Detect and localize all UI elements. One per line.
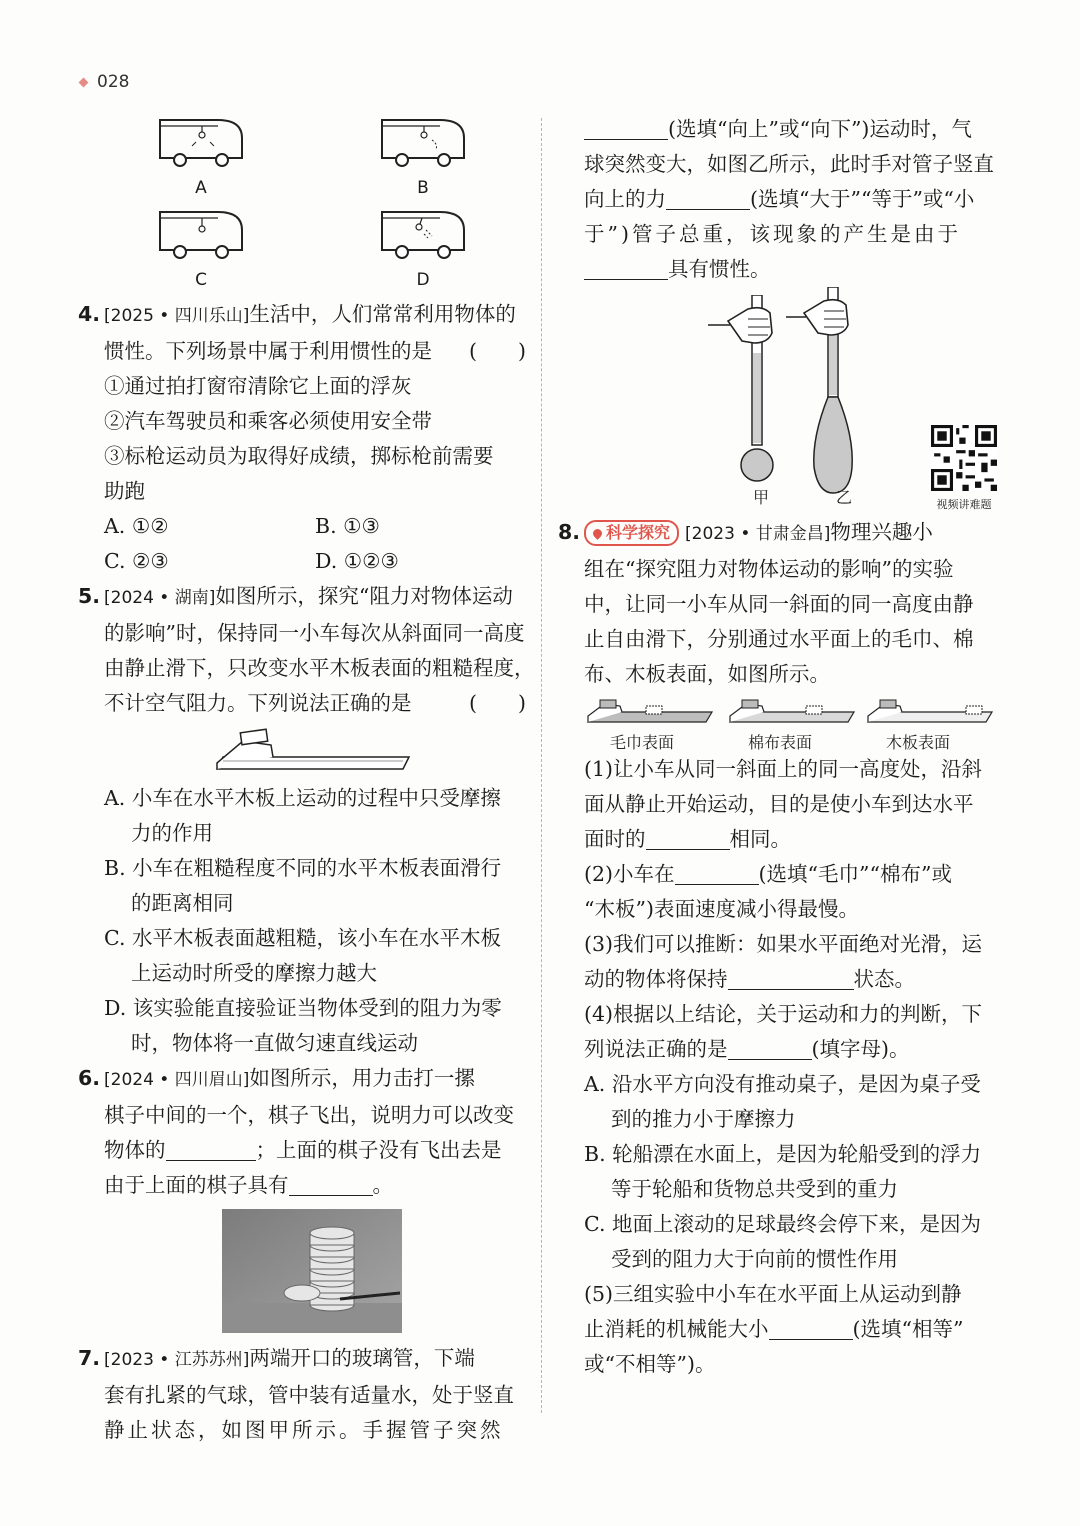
item: ①通过拍打窗帘清除它上面的浮灰 bbox=[104, 374, 412, 398]
question-text: 或“不相等”)。 bbox=[584, 1352, 716, 1376]
answer-blank[interactable] bbox=[584, 117, 668, 140]
answer-paren: ( ) bbox=[469, 339, 526, 363]
tube-figures bbox=[558, 287, 1004, 515]
sub-question-3: (3)我们可以推断：如果水平面绝对光滑，运 bbox=[584, 932, 983, 956]
question-text: 于”)管子总重，该现象的产生是由于 bbox=[584, 222, 961, 246]
answer-blank[interactable] bbox=[166, 1138, 256, 1161]
question-text: 静止状态，如图甲所示。手握管子突然 bbox=[104, 1418, 504, 1442]
location-pin-icon bbox=[591, 527, 604, 540]
question-source: [2023 • 甘肃金昌] bbox=[685, 524, 831, 544]
figure-label: D bbox=[416, 270, 430, 290]
qr-code-icon[interactable] bbox=[931, 425, 997, 491]
figure-label-jia: 甲 bbox=[753, 488, 770, 507]
car-figure-a bbox=[158, 116, 244, 198]
question-text: 中，让同一小车从同一斜面的同一高度由静 bbox=[584, 592, 974, 616]
surfaces-figure bbox=[584, 692, 1004, 752]
option-d-cont: 时，物体将一直做匀速直线运动 bbox=[131, 1031, 418, 1055]
question-number: 5. bbox=[78, 584, 101, 608]
question-text: 物体的 bbox=[104, 1138, 166, 1162]
sub-question-4: (4)根据以上结论，关于运动和力的判断，下 bbox=[584, 1002, 983, 1026]
option-a: A. 小车在水平木板上运动的过程中只受摩擦 bbox=[104, 786, 501, 810]
question-text: 棋子中间的一个，棋子飞出，说明力可以改变 bbox=[104, 1103, 514, 1127]
sub-question-1-cont: 面从静止开始运动，目的是使小车到达水平 bbox=[584, 792, 974, 816]
question-text: 动的物体将保持 bbox=[584, 967, 728, 991]
question-text: 由静止滑下，只改变水平木板表面的粗糙程度， bbox=[104, 656, 535, 680]
option-d: D. 该实验能直接验证当物体受到的阻力为零 bbox=[104, 996, 502, 1020]
question-text: 如图所示，用力击打一摞 bbox=[249, 1066, 475, 1090]
option-c-cont: 受到的阻力大于向前的惯性作用 bbox=[611, 1247, 898, 1271]
chess-stack-photo bbox=[78, 1203, 526, 1341]
option-c-cont: 上运动时所受的摩擦力越大 bbox=[131, 961, 377, 985]
option-c: C. 水平木板表面越粗糙，该小车在水平木板 bbox=[104, 926, 501, 950]
option-a: A. 沿水平方向没有推动桌子，是因为桌子受 bbox=[584, 1072, 981, 1096]
figure-label: B bbox=[417, 178, 429, 198]
option-b-cont: 的距离相同 bbox=[131, 891, 234, 915]
option-a-cont: 力的作用 bbox=[131, 821, 213, 845]
answer-blank[interactable] bbox=[728, 1037, 812, 1060]
bus-drawing bbox=[380, 208, 466, 264]
question-8 bbox=[558, 515, 1004, 1382]
question-text: 由于上面的棋子具有 bbox=[104, 1173, 289, 1197]
wood-surface-drawing bbox=[866, 698, 994, 728]
item: 助跑 bbox=[104, 479, 145, 503]
right-column bbox=[558, 112, 1004, 1382]
option-b: B. 轮船漂在水面上，是因为轮船受到的浮力 bbox=[584, 1142, 982, 1166]
car-figure-d bbox=[380, 208, 466, 290]
q3-figures bbox=[78, 112, 526, 297]
question-text: (填字母)。 bbox=[811, 1037, 910, 1061]
question-text: (选填“毛巾”“棉布”或 bbox=[758, 862, 952, 886]
sub-question-2: (2)小车在 bbox=[584, 862, 675, 886]
question-text: 状态。 bbox=[853, 967, 915, 991]
car-figure-b bbox=[380, 116, 466, 198]
item: ③标枪运动员为取得好成绩，掷标枪前需要 bbox=[104, 444, 494, 468]
tube-yi-drawing bbox=[786, 287, 886, 497]
question-text: 套有扎紧的气球，管中装有适量水，处于竖直 bbox=[104, 1383, 514, 1407]
chess-stack-image bbox=[222, 1209, 402, 1333]
option-a-cont: 到的推力小于摩擦力 bbox=[611, 1107, 796, 1131]
question-6 bbox=[78, 1061, 526, 1341]
page-number: 028 bbox=[97, 72, 130, 92]
sub-question-1: (1)让小车从同一斜面上的同一高度处，沿斜 bbox=[584, 757, 983, 781]
question-text: (选填“向上”或“向下”)运动时，气 bbox=[668, 117, 972, 141]
figure-label-yi: 乙 bbox=[836, 488, 853, 507]
surface-label-wood: 木板表面 bbox=[886, 733, 951, 752]
answer-blank[interactable] bbox=[666, 187, 750, 210]
question-text: ；上面的棋子没有飞出去是 bbox=[255, 1138, 502, 1162]
figure-label: A bbox=[195, 178, 207, 198]
question-source: [2025 • 四川乐山] bbox=[104, 306, 250, 326]
answer-blank[interactable] bbox=[769, 1317, 853, 1340]
option-b: B. ①③ bbox=[315, 514, 380, 538]
incline-figure bbox=[78, 721, 526, 781]
question-text: 面时的 bbox=[584, 827, 646, 851]
answer-blank[interactable] bbox=[728, 967, 854, 990]
question-5 bbox=[78, 579, 535, 1061]
qr-block[interactable] bbox=[928, 425, 1000, 512]
options-row bbox=[78, 544, 526, 579]
question-text: 向上的力 bbox=[584, 187, 666, 211]
column-divider bbox=[541, 118, 542, 1413]
item: ②汽车驾驶员和乘客必须使用安全带 bbox=[104, 409, 432, 433]
question-text: 物理兴趣小 bbox=[830, 520, 933, 544]
question-text: 。 bbox=[372, 1173, 393, 1197]
question-source: [2023 • 江苏苏州] bbox=[104, 1350, 250, 1370]
question-number: 6. bbox=[78, 1066, 101, 1090]
question-text: 球突然变大，如图乙所示，此时手对管子竖直 bbox=[584, 152, 994, 176]
option-b: B. 小车在粗糙程度不同的水平木板表面滑行 bbox=[104, 856, 502, 880]
bus-drawing bbox=[380, 116, 466, 172]
figure-label: C bbox=[195, 270, 207, 290]
question-number: 7. bbox=[78, 1346, 101, 1370]
answer-blank[interactable] bbox=[675, 862, 759, 885]
question-text: 组在“探究阻力对物体运动的影响”的实验 bbox=[584, 557, 954, 581]
option-c: C. 地面上滚动的足球最终会停下来，是因为 bbox=[584, 1212, 981, 1236]
question-text: (选填“大于”“等于”或“小 bbox=[750, 187, 975, 211]
car-figure-c bbox=[158, 208, 244, 290]
question-text: 具有惯性。 bbox=[668, 257, 771, 281]
qr-caption: 视频讲难题 bbox=[936, 498, 992, 511]
question-text: “木板”)表面速度减小得最慢。 bbox=[584, 897, 859, 921]
question-source: [2024 • 湖南] bbox=[104, 588, 216, 608]
incline-drawing bbox=[213, 721, 413, 777]
page-header bbox=[80, 72, 129, 92]
question-text: 不计空气阻力。下列说法正确的是 bbox=[104, 691, 412, 715]
question-4 bbox=[78, 297, 526, 579]
sub-question-5: (5)三组实验中小车在水平面上从运动到静 bbox=[584, 1282, 962, 1306]
option-a: A. ①② bbox=[104, 514, 169, 538]
question-7-start bbox=[78, 1341, 526, 1448]
option-b-cont: 等于轮船和货物总共受到的重力 bbox=[611, 1177, 898, 1201]
question-source: [2024 • 四川眉山] bbox=[104, 1070, 250, 1090]
question-text: 列说法正确的是 bbox=[584, 1037, 728, 1061]
bus-drawing bbox=[158, 116, 244, 172]
question-text: 的影响”时，保持同一小车每次从斜面同一高度 bbox=[104, 621, 525, 645]
surface-label-cotton: 棉布表面 bbox=[748, 733, 813, 752]
question-text: 生活中，人们常常利用物体的 bbox=[249, 302, 516, 326]
question-text: 相同。 bbox=[729, 827, 791, 851]
answer-blank[interactable] bbox=[289, 1173, 373, 1196]
answer-blank[interactable] bbox=[584, 257, 668, 280]
cotton-surface-drawing bbox=[728, 698, 856, 728]
question-7-cont bbox=[558, 112, 1004, 515]
left-column bbox=[78, 112, 535, 1448]
bus-drawing bbox=[158, 208, 244, 264]
science-inquiry-tag: 科学探究 bbox=[584, 520, 679, 546]
question-number: 4. bbox=[78, 302, 101, 326]
question-text: 止消耗的机械能大小 bbox=[584, 1317, 769, 1341]
diamond-icon bbox=[79, 77, 89, 87]
question-text: 止自由滑下，分别通过水平面上的毛巾、棉 bbox=[584, 627, 974, 651]
towel-surface-drawing bbox=[586, 698, 714, 728]
question-text: 布、木板表面，如图所示。 bbox=[584, 662, 830, 686]
options-row bbox=[78, 509, 526, 544]
question-number: 8. bbox=[558, 520, 581, 544]
question-text: 两端开口的玻璃管，下端 bbox=[249, 1346, 475, 1370]
answer-blank[interactable] bbox=[646, 827, 730, 850]
answer-paren: ( ) bbox=[469, 691, 526, 715]
surface-label-towel: 毛巾表面 bbox=[610, 733, 675, 752]
option-c: C. ②③ bbox=[104, 549, 169, 573]
question-text: (选填“相等” bbox=[852, 1317, 964, 1341]
question-text: 如图所示，探究“阻力对物体运动 bbox=[215, 584, 513, 608]
question-text: 惯性。下列场景中属于利用惯性的是 bbox=[104, 339, 432, 363]
option-d: D. ①②③ bbox=[315, 549, 399, 573]
